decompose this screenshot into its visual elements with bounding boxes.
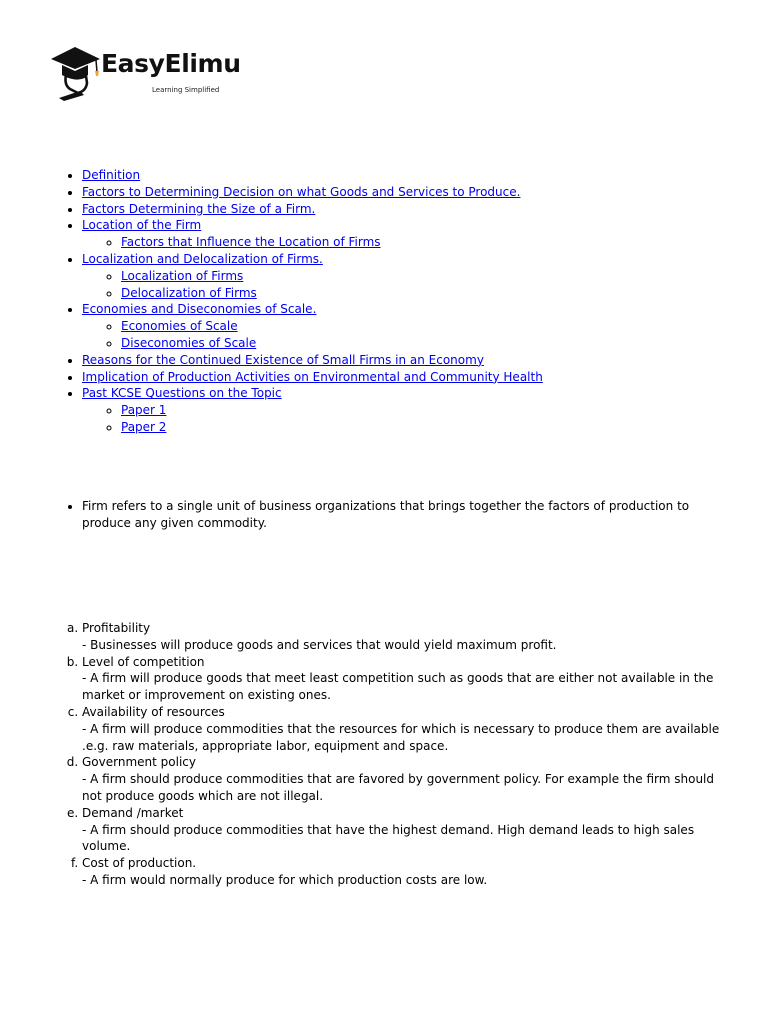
toc-sublink[interactable]: Diseconomies of Scale (121, 335, 257, 350)
toc-item (82, 251, 742, 301)
toc-subitem (121, 402, 742, 419)
factor-title: d. Government policy (82, 755, 196, 770)
toc-subitem (121, 234, 742, 251)
factor-item (82, 620, 732, 654)
toc-subitem (121, 268, 742, 285)
brand-name: EasyElimu (101, 49, 241, 78)
toc-sublink[interactable]: Paper 1 (121, 403, 167, 418)
definition-list (82, 498, 732, 532)
factor-detail: - A firm would normally produce for which production costs are low. (82, 872, 488, 887)
factor-title: a. Profitability (82, 621, 151, 635)
toc-subitem (121, 419, 742, 436)
toc-link[interactable]: Factors to Determining Decision on what Goods and Services to Produce. (82, 184, 521, 199)
toc-sublink[interactable]: Delocalization of Firms (121, 285, 257, 300)
toc-item (82, 352, 742, 369)
factor-title: b. Level of competition (82, 654, 205, 669)
brand-logo (50, 45, 250, 101)
toc-sublist (82, 402, 742, 436)
factor-detail: - A firm will produce commodities that the resources for which is necessary to produce them are available .e.g. raw materials, appropriate labor, equipment and space. (82, 721, 720, 753)
factor-title: c. Availability of resources (82, 704, 225, 719)
toc-link[interactable]: Definition (82, 168, 141, 182)
toc-sublink[interactable]: Paper 2 (121, 419, 167, 434)
factor-item (82, 805, 732, 855)
toc-link[interactable]: Implication of Production Activities on Environmental and Community Health (82, 369, 543, 384)
toc-item (82, 201, 742, 218)
factor-item (82, 754, 732, 804)
toc-link[interactable]: Past KCSE Questions on the Topic (82, 386, 282, 401)
graduation-cap-icon (50, 45, 106, 101)
factor-detail: - A firm should produce commodities that have the highest demand. High demand leads to high sales volume. (82, 822, 695, 854)
toc-link[interactable]: Factors Determining the Size of a Firm. (82, 201, 316, 216)
toc-link[interactable]: Localization and Delocalization of Firms. (82, 251, 323, 266)
factor-item (82, 654, 732, 704)
toc-sublist (82, 268, 742, 302)
toc-item (82, 301, 742, 351)
toc-subitem (121, 285, 742, 302)
factor-title: e. Demand /market (82, 805, 184, 820)
toc-subitem (121, 318, 742, 335)
factor-detail: - A firm will produce goods that meet least competition such as goods that are either not available in the market or improvement on existing ones. (82, 671, 714, 703)
toc-item (82, 184, 742, 201)
toc-subitem (121, 335, 742, 352)
definition-text: • Firm refers to a single unit of business organizations that brings together the factors of production to produce any given commodity. (82, 498, 732, 532)
toc-link[interactable]: Economies and Diseconomies of Scale. (82, 302, 317, 317)
toc-item (82, 369, 742, 386)
toc-link[interactable]: Reasons for the Continued Existence of Small Firms in an Economy (82, 352, 484, 367)
toc-sublink[interactable]: Economies of Scale (121, 319, 238, 334)
table-of-contents (82, 167, 742, 436)
factors-list (82, 620, 732, 889)
factor-detail: - Businesses will produce goods and services that would yield maximum profit. (82, 637, 557, 652)
toc-item (82, 167, 742, 184)
factor-detail: - A firm should produce commodities that are favored by government policy. For example the firm should not produce goods which are not illegal. (82, 772, 715, 803)
factor-item (82, 704, 732, 754)
brand-tagline: Learning Simplified (152, 86, 220, 94)
toc-sublink[interactable]: Localization of Firms (121, 268, 244, 283)
toc-sublist (82, 234, 742, 251)
toc-link[interactable]: Location of the Firm (82, 218, 202, 233)
toc-item (82, 217, 742, 251)
factor-title: f. Cost of production. (82, 856, 197, 871)
toc-item (82, 385, 742, 435)
factor-item (82, 855, 732, 889)
toc-sublist (82, 318, 742, 352)
toc-sublink[interactable]: Factors that Influence the Location of Firms (121, 235, 381, 250)
